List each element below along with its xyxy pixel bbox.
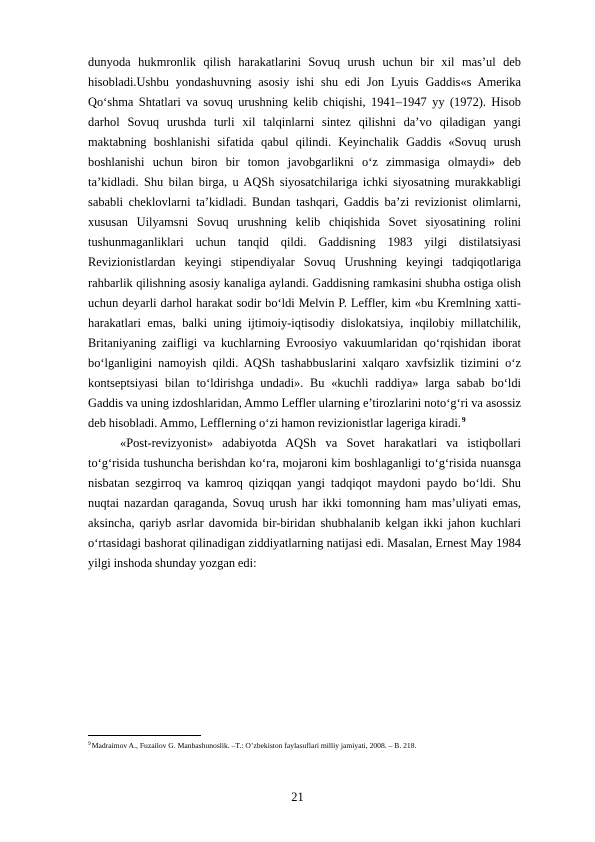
footnote-text: Madraimov A., Fuzailov G. Manbashunoslik. –T.: O’zbekiston faylasuflari milliy jamiyati, 2008. – B. 218. bbox=[91, 741, 417, 750]
footnote-number: 9 bbox=[88, 741, 91, 747]
footnote-reference[interactable]: 9 bbox=[461, 414, 466, 424]
footnote bbox=[88, 741, 521, 751]
paragraph-2 bbox=[88, 433, 521, 573]
paragraph-1-text: dunyoda hukmronlik qilish harakatlarini Sovuq urush uchun bir xil mas’ul deb hisobladi.Ushbu yondashuvning asosiy ishi shu edi Jon Lyuis Gaddis«s Amerika Qoʻshma Shtatlari va sovuq urushning kelib chiqishi, 1941–1947 yy (1972). Hisob darhol Sovuq urushda turli xil talqinlarni sintez qilishni da’vo qiladigan yangi maktabning boshlanishi sifatida qabul qilindi. Keyinchalik Gaddis «Sovuq urush boshlanishi uchun biron bir tomon javobgarlikni oʻz zimmasiga olmaydi» deb ta’kidladi. Shu bilan birga, u AQSh siyosatchilariga ichki siyosatning murakkabligi sababli cheklovlarni ta’kidladi. Bundan tashqari, Gaddis ba’zi revizionist olimlarni, xususan Uilyamsni Sovuq urushning kelib chiqishida Sovet siyosatining rolini tushunmaganliklari uchun tanqid qildi. Gaddisning 1983 yilgi distilatsiyasi Revizionistlardan keyingi stipendiyalar Sovuq Urushning keyingi tadqiqotlariga rahbarlik qilishning asosiy kanaliga aylandi. Gaddisning ramkasini shubha ostiga olish uchun deyarli darhol harakat sodir boʻldi Melvin P. Leffler, kim «bu Kremlning xatti-harakatlari emas, balki uning ijtimoiy-iqtisodiy dislokatsiya, inqilobiy millatchilik, Britaniyaning zaifligi va kuchlarning Evroosiyo vakuumlaridan qoʻrqishidan iborat boʻlganligini namoyish qildi. AQSh tashabbuslarini xalqaro xavfsizlik tizimini oʻz kontseptsiyasi bilan toʻldirishga undadi». Bu «kuchli raddiya» larga sabab boʻldi Gaddis va uning izdoshlaridan, Ammo Leffler ularning e’tirozlarini notoʻgʻri va asossiz deb hisobladi. Ammo, Lefflerning oʻzi hamon revizionistlar lageriga kiradi. bbox=[88, 55, 521, 430]
footnote-separator bbox=[88, 735, 201, 736]
main-text bbox=[88, 52, 521, 573]
page-number: 21 bbox=[291, 790, 304, 804]
paragraph-1 bbox=[88, 52, 521, 433]
paragraph-2-text: «Post-revizyonist» adabiyotda AQSh va Sovet harakatlari va istiqbollari toʻgʻrisida tushuncha berishdan koʻra, mojaroni kim boshlaganligi toʻgʻrisida nuansga nisbatan sezgirroq va kamroq qiziqqan yangi tadqiqot maydoni paydo boʻldi. Shu nuqtai nazardan qaraganda, Sovuq urush har ikki tomonning ham mas’uliyati emas, aksincha, qariyb asrlar davomida bir-biridan shubhalanib kelgan ikki jahon kuchlari oʻrtasidagi bashorat qilinadigan ziddiyatlarning natijasi edi. Masalan, Ernest May 1984 yilgi inshoda shunday yozgan edi: bbox=[88, 435, 521, 571]
